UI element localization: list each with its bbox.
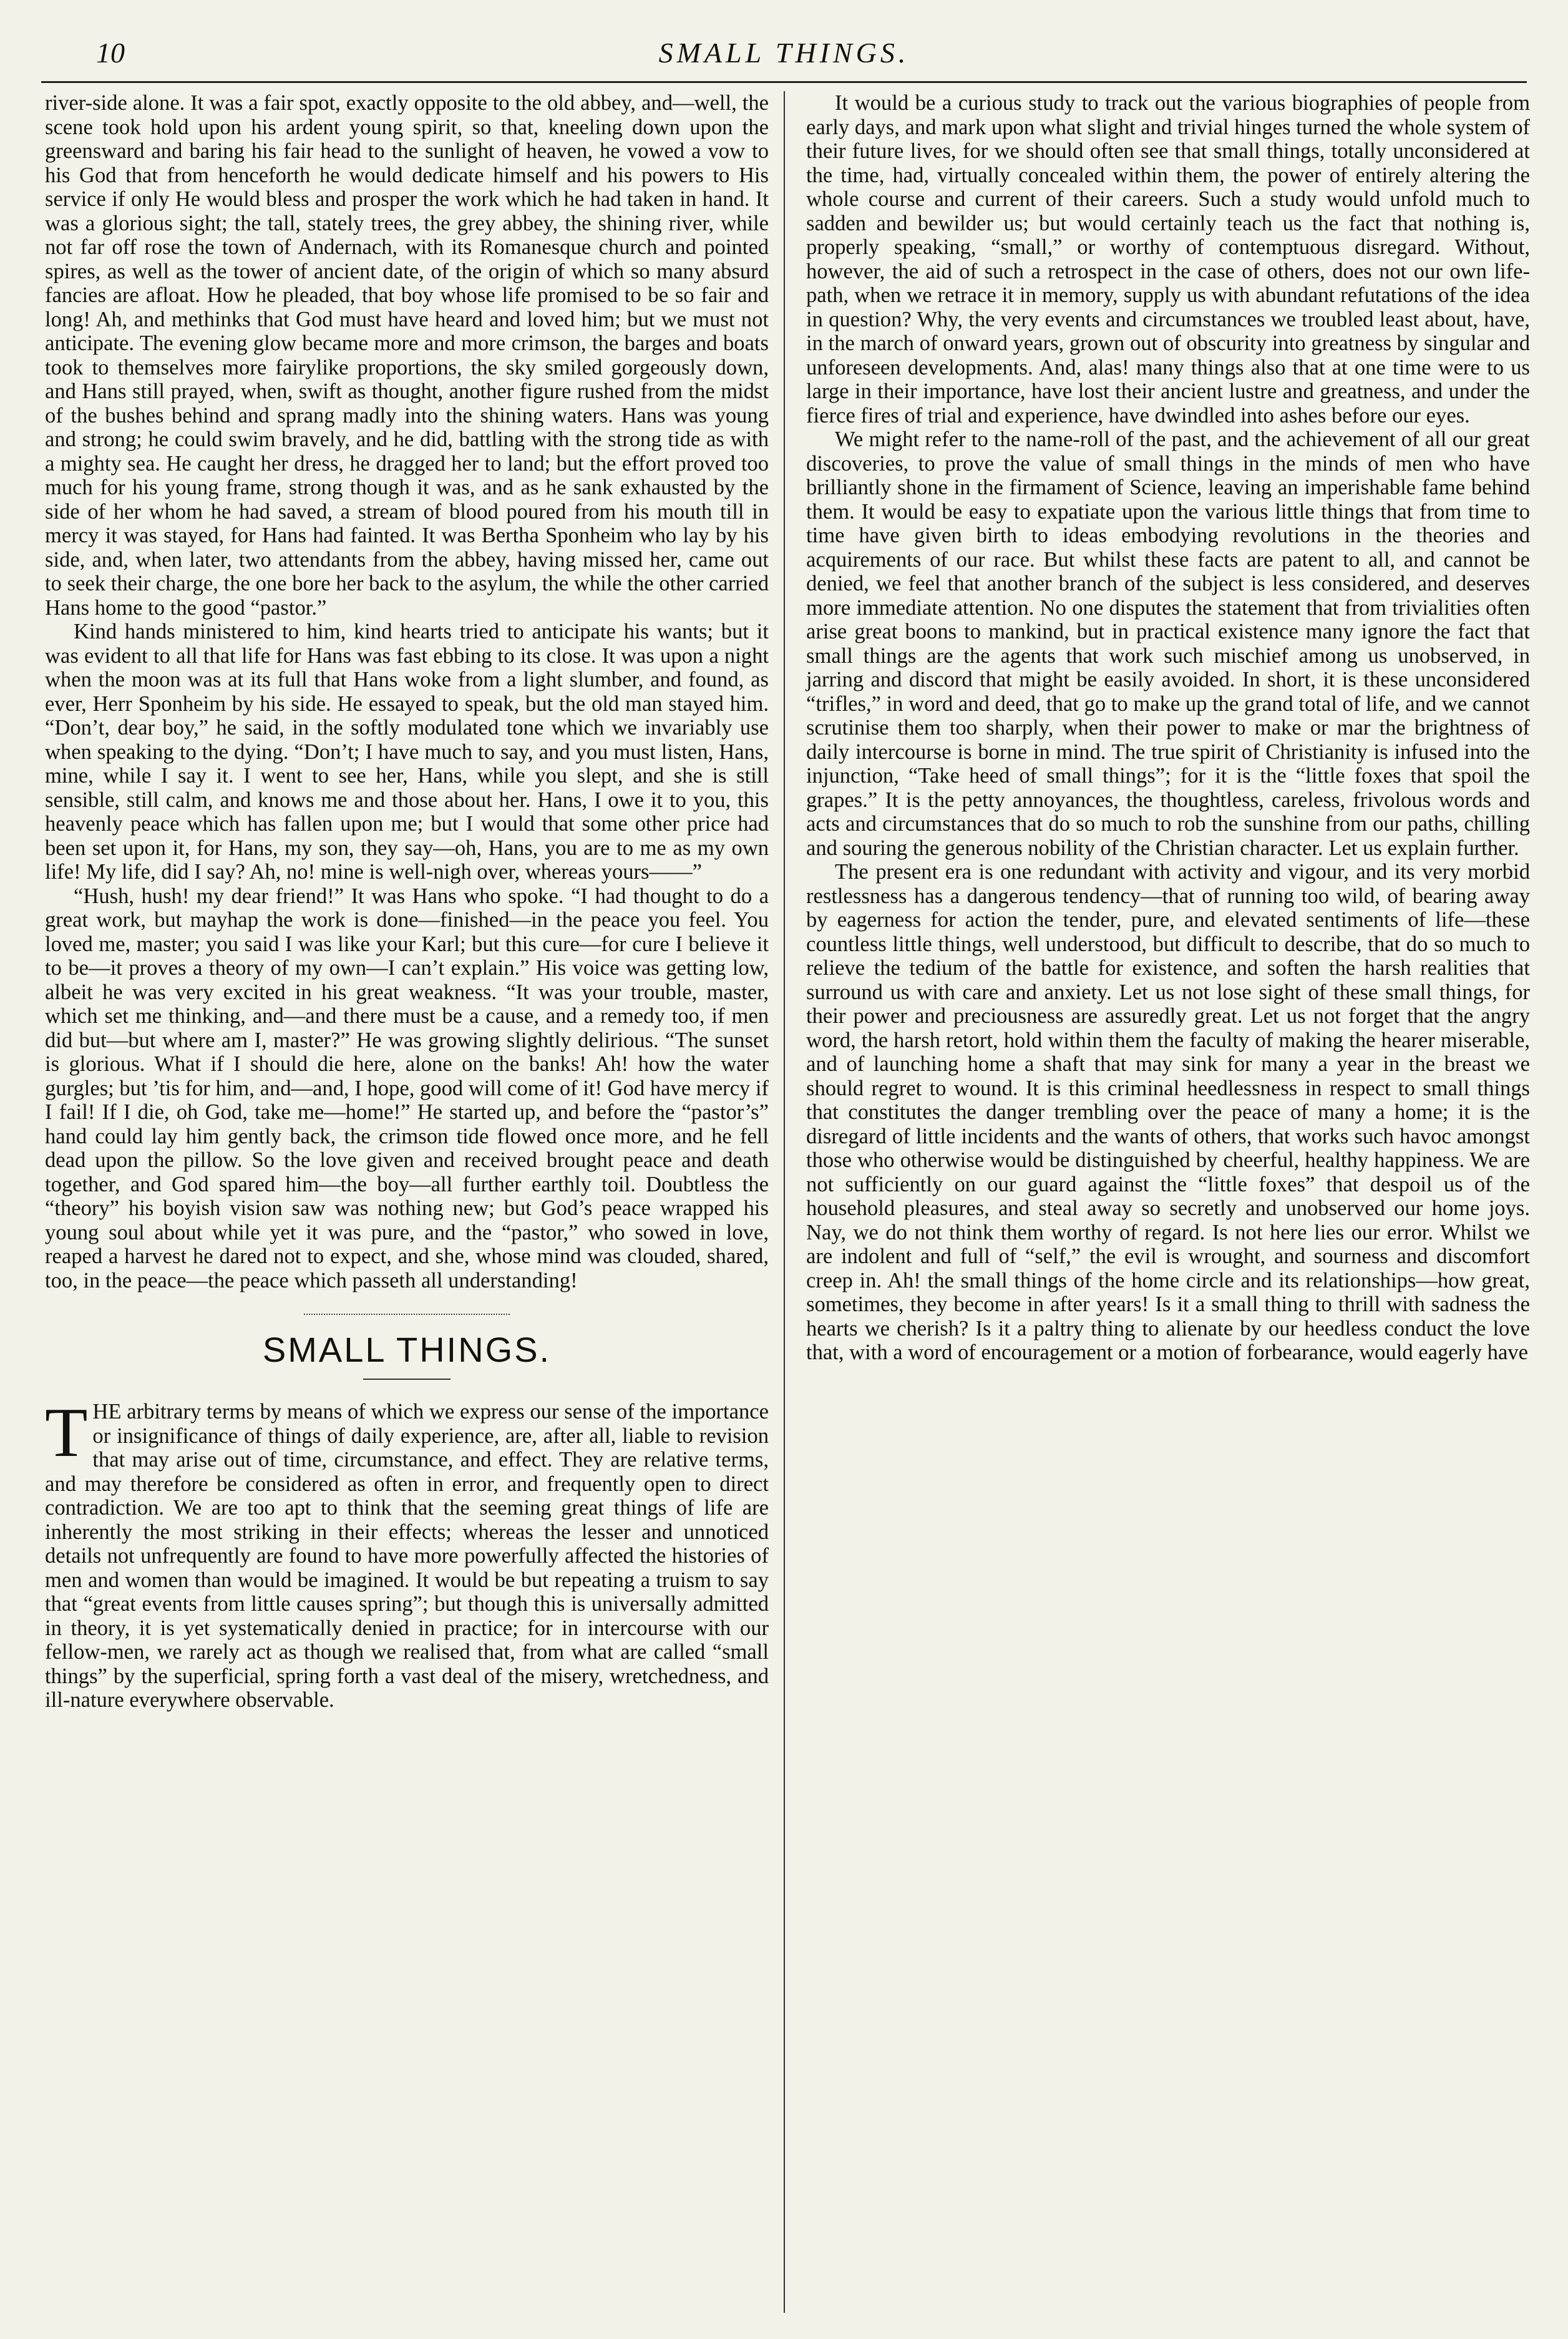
running-title: SMALL THINGS. — [658, 37, 910, 69]
column-divider — [784, 91, 785, 2313]
page-header — [44, 36, 1524, 76]
story-paragraph: Kind hands ministered to him, kind hearts tried to anticipate his wants; but it was evident to all that life for Hans was fast ebbing to its close. It was upon a night when the moon was at its full that Hans woke from a light slumber, and found, as ever, Herr Sponheim by his side. He essayed to speak, but the old man stayed him. “Don’t, dear boy,” he said, in the softly modulated tone which we invariably use when speaking to the dying. “Don’t; I have much to say, and you must listen, Hans, mine, while I say it. I went to see her, Hans, while you slept, and she is still sensible, still calm, and knows me and those about her. Hans, I owe it to you, this heavenly peace which has fallen upon me; but I would that some other price had been set upon it, for Hans, my son, they say—oh, Hans, you are to me as my own life! My life, did I say? Ah, no! mine is well-nigh over, whereas yours——” — [45, 620, 769, 884]
right-column — [806, 91, 1530, 1365]
title-rule — [363, 1379, 450, 1380]
header-rule — [41, 81, 1527, 83]
article-paragraph: It would be a curious study to track out the various biographies of people from early days, and mark upon what slight and trivial hinges turned the whole system of their future lives, for we should often see that small things, totally unconsidered at the time, had, virtually concealed within them, the power of entirely altering the whole course and current of their careers. Such a study would unfold much to sadden and bewilder us; but would certainly teach us the fact that nothing is, properly speaking, “small,” or worthy of contemptuous disregard. Without, however, the aid of such a retrospect in the case of others, does not our own life-path, when we retrace it in memory, supply us with abundant refutations of the idea in question? Why, the very events and circumstances we troubled least about, have, in the march of onward years, grown out of obscurity into greatness by singular and unforeseen developments. And, alas! many things also that at one time were to us large in their importance, have lost their ancient lustre and greatness, and under the fierce fires of trial and experience, have dwindled into ashes before our eyes. — [806, 91, 1530, 427]
article-paragraph-text: HE arbitrary terms by means of which we express our sense of the importance or insignificance of things of daily experience, are, after all, liable to revision that may arise out of time, circumstance, and effect. They are relative terms, and may therefore be considered as often in error, and frequently open to direct contradiction. We are too apt to think that the seeming great things of life are inherently the most striking in their effects; whereas the lesser and unnoticed details not unfrequently are found to have more powerfully affected the histories of men and women than would be imagined. It would be but repeating a truism to say that “great events from little causes spring”; but though this is universally admitted in theory, it is yet systematically denied in practice; for in intercourse with our fellow-men, we rarely act as though we realised that, from what are called “small things” by the superficial, spring forth a vast deal of the misery, wretchedness, and ill-nature everywhere observable. — [45, 1400, 769, 1712]
article-paragraph: We might refer to the name-roll of the past, and the achievement of all our great discoveries, to prove the value of small things in the minds of men who have brilliantly shone in the firmament of Science, leaving an imperishable fame behind them. It would be easy to expatiate upon the various little things that from time to time have given birth to ideas embodying revolutions in the theories and acquirements of our race. But whilst these facts are patent to all, and cannot be denied, we feel that another branch of the subject is less considered, and deserves more immediate attention. No one disputes the statement that from trivialities often arise great boons to mankind, but in practical existence many ignore the fact that small things are the agents that work such mischief among us unobserved, in jarring and discord that might be easily avoided. In short, it is these unconsidered “trifles,” in word and deed, that go to make up the grand total of life, and we cannot scrutinise them too sharply, when their power to make or mar the brightness of daily intercourse is borne in mind. The true spirit of Christianity is infused into the injunction, “Take heed of small things”; for it is the “little foxes that spoil the grapes.” It is the petty annoyances, the thoughtless, careless, frivolous words and acts and circumstances that do so much to rob the sunshine from our paths, chilling and souring the generous nobility of the Christian character. Let us explain further. — [806, 427, 1530, 860]
section-break-rule — [304, 1314, 510, 1315]
page-number: 10 — [96, 37, 125, 69]
story-paragraph: river-side alone. It was a fair spot, exactly opposite to the old abbey, and—well, the scene took hold upon his ardent young spirit, so that, kneeling down upon the greensward and baring his fair head to the sunlight of heaven, he vowed a vow to his God that from henceforth he would dedicate himself and his powers to His service if only He would bless and prosper the work which he had taken in hand. It was a glorious sight; the tall, stately trees, the grey abbey, the shining river, while not far off rose the town of Andernach, with its Romanesque church and pointed spires, as well as the tower of ancient date, of the origin of which so many absurd fancies are afloat. How he pleaded, that boy whose life promised to be so fair and long! Ah, and methinks that God must have heard and loved him; but we must not anticipate. The evening glow became more and more crimson, the barges and boats took to themselves more fairylike proportions, the sky smiled gorgeously down, and Hans still prayed, when, swift as thought, another figure rushed from the midst of the bushes behind and sprang madly into the shining waters. Hans was young and strong; he could swim bravely, and he did, battling with the strong tide as with a mighty sea. He caught her dress, he dragged her to land; but the effort proved too much for his young frame, strong though it was, and as he sank exhausted by the side of her whom he had saved, a stream of blood poured from his mouth till in mercy it was stayed, for Hans had fainted. It was Bertha Sponheim who lay by his side, and, when later, two attendants from the abbey, having missed her, came out to seek their charge, the one bore her back to the asylum, the while the other carried Hans home to the good “pastor.” — [45, 91, 769, 620]
article-title: SMALL THINGS. — [262, 1330, 552, 1369]
drop-cap: T — [45, 1394, 88, 1472]
story-paragraph: “Hush, hush! my dear friend!” It was Hans who spoke. “I had thought to do a great work, but mayhap the work is done—finished—in the peace you feel. You loved me, master; you said I was like your Karl; but this cure—for cure I believe it to be—it proves a theory of my own—I can’t explain.” His voice was getting low, albeit he was very excited in his great weakness. “It was your trouble, master, which set me thinking, and—and there must be a cause, and a remedy too, if men did but—but where am I, master?” He was growing slightly delirious. “The sunset is glorious. What if I should die here, alone on the banks! Ah! how the water gurgles; but ’tis for him, and—and, I hope, good will come of it! God have mercy if I fail! If I die, oh God, take me—home!” He started up, and before the “pastor’s” hand could lay him gently back, the crimson tide flowed once more, and he fell dead upon the pillow. So the love given and received brought peace and death together, and God spared him—the boy—all further earthly toil. Doubtless the “theory” his boyish vision saw was nothing new; but God’s peace wrapped his young soul about while yet it was pure, and the “pastor,” who sowed in love, reaped a harvest he dared not to expect, and she, whose mind was clouded, shared, too, in the peace—the peace which passeth all understanding! — [45, 884, 769, 1292]
left-column — [45, 91, 769, 1712]
article-paragraph-first — [45, 1394, 769, 1712]
article-paragraph: The present era is one redundant with activity and vigour, and its very morbid restlessness has a dangerous tendency—that of running too wild, of bearing away by eagerness for action the tender, pure, and elevated sentiments of life—these countless little things, well understood, but difficult to describe, that do so much to relieve the tedium of the battle for existence, and soften the harsh realities that surround us with care and anxiety. Let us not lose sight of these small things, for their power and preciousness are assuredly great. Let us not forget that the angry word, the harsh retort, hold within them the faculty of making the hearer miserable, and of launching home a shaft that may sink for many a year in the breast we should regret to wound. It is this criminal heedlessness in respect to small things that constitutes the danger trembling over the peace of many a home; it is the disregard of little incidents and the wants of others, that works such havoc amongst those who otherwise would be distinguished by cheerful, healthy happiness. We are not sufficiently on our guard against the “little foxes” that despoil us of the household pleasures, and steal away so secretly and unobserved our home joys. Nay, we do not think them worthy of regard. Is not here lies our error. Whilst we are indolent and full of “self,” the evil is wrought, and sourness and discomfort creep in. Ah! the small things of the home circle and its relationships—how great, sometimes, they become in after years! Is it a small thing to thrill with sadness the hearts we cherish? Is it a paltry thing to alienate by our heedless conduct the love that, with a word of encouragement or a motion of forbearance, would eagerly have — [806, 860, 1530, 1364]
